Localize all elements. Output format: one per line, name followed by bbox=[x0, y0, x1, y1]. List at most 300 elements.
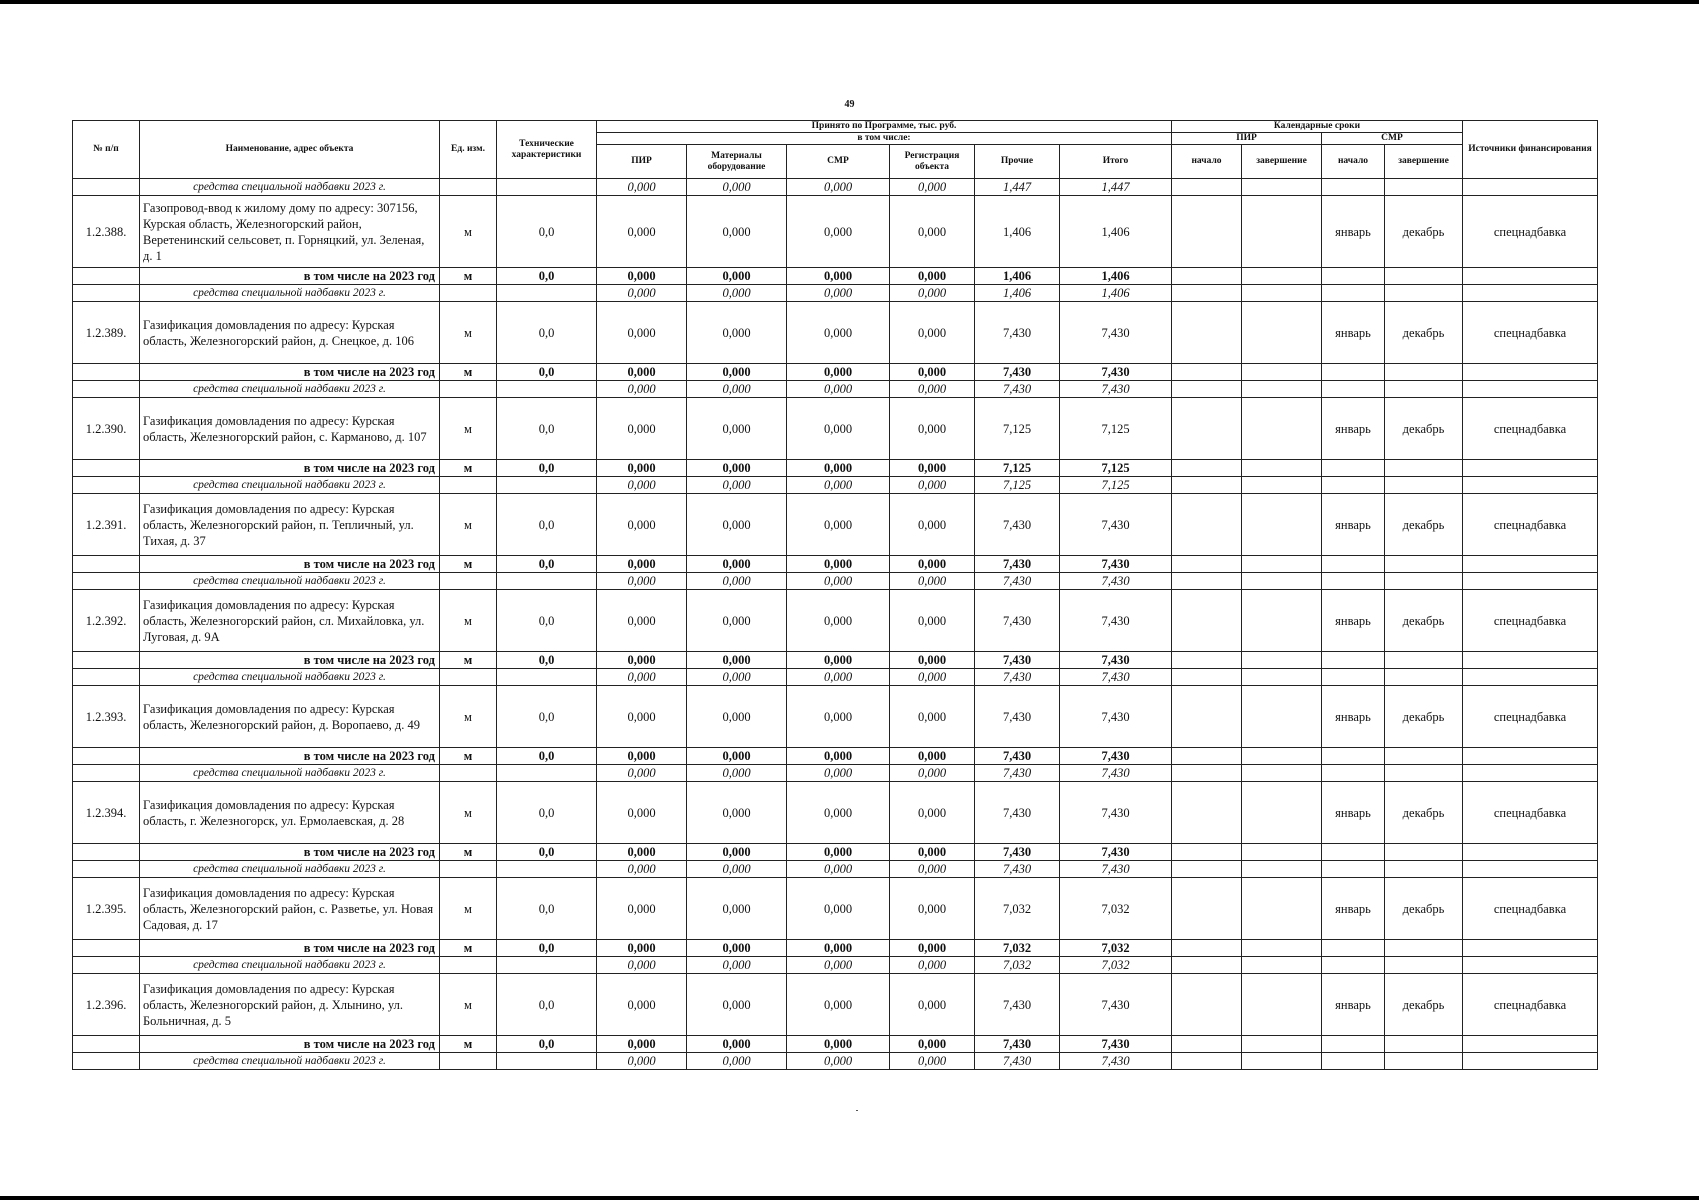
cell-empty bbox=[1242, 957, 1322, 974]
sub-pir: 0,000 bbox=[597, 748, 687, 765]
entry-other: 7,430 bbox=[975, 590, 1060, 652]
cell-empty bbox=[497, 957, 597, 974]
cell-empty bbox=[1322, 573, 1385, 590]
entry-smr: 0,000 bbox=[787, 196, 890, 268]
subtotal-row bbox=[73, 556, 1598, 573]
cell-empty bbox=[1322, 748, 1385, 765]
cell-empty bbox=[1242, 196, 1322, 268]
sub-other: 7,430 bbox=[975, 748, 1060, 765]
entry-unit: м bbox=[440, 302, 497, 364]
fund-pir: 0,000 bbox=[597, 381, 687, 398]
entry-other: 7,430 bbox=[975, 782, 1060, 844]
cell-empty bbox=[440, 1053, 497, 1070]
sub-unit: м bbox=[440, 652, 497, 669]
sub-unit: м bbox=[440, 940, 497, 957]
header-total: Итого bbox=[1060, 145, 1172, 179]
cell-empty bbox=[1172, 1053, 1242, 1070]
entry-end-smr: декабрь bbox=[1385, 974, 1463, 1036]
entry-tech: 0,0 bbox=[497, 590, 597, 652]
cell-empty bbox=[73, 844, 140, 861]
entry-smr: 0,000 bbox=[787, 878, 890, 940]
entry-smr: 0,000 bbox=[787, 782, 890, 844]
sub-tech: 0,0 bbox=[497, 1036, 597, 1053]
cell-empty bbox=[1463, 844, 1598, 861]
cell-empty bbox=[1242, 652, 1322, 669]
cell-empty bbox=[1463, 556, 1598, 573]
entry-tech: 0,0 bbox=[497, 196, 597, 268]
sub-registration: 0,000 bbox=[890, 1036, 975, 1053]
cell-empty bbox=[1322, 179, 1385, 196]
entry-num: 1.2.393. bbox=[73, 686, 140, 748]
cell-empty bbox=[497, 477, 597, 494]
cell-empty bbox=[497, 669, 597, 686]
entry-name: Газификация домовладения по адресу: Курская область, Железногорский район, с. Карманово, д. 107 bbox=[140, 398, 440, 460]
fund-total: 1,406 bbox=[1060, 285, 1172, 302]
subtotal-row bbox=[73, 940, 1598, 957]
fund-other: 7,430 bbox=[975, 381, 1060, 398]
fund-other: 7,032 bbox=[975, 957, 1060, 974]
fund-registration: 0,000 bbox=[890, 477, 975, 494]
cell-empty bbox=[73, 477, 140, 494]
cell-empty bbox=[1385, 179, 1463, 196]
cell-empty bbox=[1242, 1053, 1322, 1070]
sub-materials: 0,000 bbox=[687, 556, 787, 573]
fund-materials: 0,000 bbox=[687, 381, 787, 398]
fund-other: 7,430 bbox=[975, 669, 1060, 686]
cell-empty bbox=[1385, 748, 1463, 765]
entry-source: спецнадбавка bbox=[1463, 302, 1598, 364]
entry-other: 7,430 bbox=[975, 974, 1060, 1036]
cell-empty bbox=[1322, 861, 1385, 878]
fund-total: 1,447 bbox=[1060, 179, 1172, 196]
cell-empty bbox=[1242, 974, 1322, 1036]
sub-materials: 0,000 bbox=[687, 940, 787, 957]
sub-tech: 0,0 bbox=[497, 556, 597, 573]
cell-empty bbox=[1172, 878, 1242, 940]
entry-pir: 0,000 bbox=[597, 878, 687, 940]
cell-empty bbox=[73, 381, 140, 398]
header-start-pir: начало bbox=[1172, 145, 1242, 179]
sub-total: 1,406 bbox=[1060, 268, 1172, 285]
fund-materials: 0,000 bbox=[687, 957, 787, 974]
header-smr: СМР bbox=[787, 145, 890, 179]
cell-empty bbox=[73, 556, 140, 573]
cell-empty bbox=[1172, 364, 1242, 381]
entry-name: Газификация домовладения по адресу: Курская область, Железногорский район, сл. Михайловка, ул. Луговая, д. 9А bbox=[140, 590, 440, 652]
cell-empty bbox=[1242, 590, 1322, 652]
entry-unit: м bbox=[440, 686, 497, 748]
cell-empty bbox=[73, 748, 140, 765]
fund-registration: 0,000 bbox=[890, 765, 975, 782]
entry-pir: 0,000 bbox=[597, 974, 687, 1036]
cell-empty bbox=[1385, 957, 1463, 974]
cell-empty bbox=[73, 957, 140, 974]
sub-pir: 0,000 bbox=[597, 556, 687, 573]
sub-total: 7,430 bbox=[1060, 364, 1172, 381]
fund-smr: 0,000 bbox=[787, 285, 890, 302]
cell-empty bbox=[73, 268, 140, 285]
entry-materials: 0,000 bbox=[687, 590, 787, 652]
cell-empty bbox=[1463, 765, 1598, 782]
fund-label: средства специальной надбавки 2023 г. bbox=[140, 1053, 440, 1070]
entry-unit: м bbox=[440, 196, 497, 268]
entry-row bbox=[73, 302, 1598, 364]
cell-empty bbox=[73, 1053, 140, 1070]
cell-empty bbox=[1463, 573, 1598, 590]
fund-pir: 0,000 bbox=[597, 861, 687, 878]
entry-start-smr: январь bbox=[1322, 974, 1385, 1036]
entry-num: 1.2.392. bbox=[73, 590, 140, 652]
cell-empty bbox=[1385, 940, 1463, 957]
entry-start-smr: январь bbox=[1322, 782, 1385, 844]
entry-start-smr: январь bbox=[1322, 398, 1385, 460]
entry-source: спецнадбавка bbox=[1463, 878, 1598, 940]
entry-total: 7,430 bbox=[1060, 302, 1172, 364]
entry-total: 7,125 bbox=[1060, 398, 1172, 460]
cell-empty bbox=[1242, 302, 1322, 364]
entry-registration: 0,000 bbox=[890, 494, 975, 556]
entry-name: Газификация домовладения по адресу: Курская область, Железногорский район, д. Хлынино, ул. Больничная, д. 5 bbox=[140, 974, 440, 1036]
cell-empty bbox=[1385, 1036, 1463, 1053]
fund-other: 1,406 bbox=[975, 285, 1060, 302]
cell-empty bbox=[1463, 364, 1598, 381]
fund-label: средства специальной надбавки 2023 г. bbox=[140, 765, 440, 782]
cell-empty bbox=[1385, 669, 1463, 686]
entry-other: 1,406 bbox=[975, 196, 1060, 268]
sub-smr: 0,000 bbox=[787, 844, 890, 861]
cell-empty bbox=[1385, 573, 1463, 590]
entry-total: 7,430 bbox=[1060, 494, 1172, 556]
cell-empty bbox=[1172, 669, 1242, 686]
cell-empty bbox=[1172, 573, 1242, 590]
fund-smr: 0,000 bbox=[787, 179, 890, 196]
cell-empty bbox=[1322, 556, 1385, 573]
entry-end-smr: декабрь bbox=[1385, 398, 1463, 460]
cell-empty bbox=[1463, 1036, 1598, 1053]
sub-total: 7,125 bbox=[1060, 460, 1172, 477]
fund-materials: 0,000 bbox=[687, 669, 787, 686]
cell-empty bbox=[1242, 477, 1322, 494]
entry-other: 7,430 bbox=[975, 302, 1060, 364]
cell-empty bbox=[1463, 940, 1598, 957]
sub-tech: 0,0 bbox=[497, 268, 597, 285]
entry-name: Газификация домовладения по адресу: Курская область, г. Железногорск, ул. Ермолаевская, д. 28 bbox=[140, 782, 440, 844]
entry-start-smr: январь bbox=[1322, 590, 1385, 652]
cell-empty bbox=[1242, 179, 1322, 196]
fund-label: средства специальной надбавки 2023 г. bbox=[140, 957, 440, 974]
entry-end-smr: декабрь bbox=[1385, 782, 1463, 844]
entry-pir: 0,000 bbox=[597, 590, 687, 652]
sub-tech: 0,0 bbox=[497, 652, 597, 669]
cell-empty bbox=[1242, 268, 1322, 285]
cell-empty bbox=[1385, 556, 1463, 573]
cell-empty bbox=[1242, 381, 1322, 398]
sub-total: 7,430 bbox=[1060, 844, 1172, 861]
sub-pir: 0,000 bbox=[597, 652, 687, 669]
entry-name: Газопровод-ввод к жилому дому по адресу: 307156, Курская область, Железногорский район, Веретенинский сельсовет, п. Горняцкий, ул. Зеленая, д. 1 bbox=[140, 196, 440, 268]
sub-label: в том числе на 2023 год bbox=[140, 940, 440, 957]
cell-empty bbox=[1463, 268, 1598, 285]
fund-smr: 0,000 bbox=[787, 957, 890, 974]
entry-pir: 0,000 bbox=[597, 686, 687, 748]
cell-empty bbox=[1322, 285, 1385, 302]
entry-registration: 0,000 bbox=[890, 878, 975, 940]
sub-label: в том числе на 2023 год bbox=[140, 844, 440, 861]
cell-empty bbox=[1322, 652, 1385, 669]
entry-name: Газификация домовладения по адресу: Курская область, Железногорский район, п. Тепличный, ул. Тихая, д. 37 bbox=[140, 494, 440, 556]
subtotal-row bbox=[73, 268, 1598, 285]
sub-unit: м bbox=[440, 460, 497, 477]
sub-registration: 0,000 bbox=[890, 940, 975, 957]
fund-total: 7,032 bbox=[1060, 957, 1172, 974]
entry-row bbox=[73, 686, 1598, 748]
entry-num: 1.2.394. bbox=[73, 782, 140, 844]
fund-registration: 0,000 bbox=[890, 573, 975, 590]
cell-empty bbox=[1463, 748, 1598, 765]
fund-pir: 0,000 bbox=[597, 477, 687, 494]
entry-row bbox=[73, 974, 1598, 1036]
cell-empty bbox=[1242, 686, 1322, 748]
cell-empty bbox=[440, 179, 497, 196]
fund-materials: 0,000 bbox=[687, 477, 787, 494]
entry-end-smr: декабрь bbox=[1385, 302, 1463, 364]
entry-source: спецнадбавка bbox=[1463, 590, 1598, 652]
entry-source: спецнадбавка bbox=[1463, 686, 1598, 748]
sub-registration: 0,000 bbox=[890, 748, 975, 765]
cell-empty bbox=[1385, 477, 1463, 494]
sub-tech: 0,0 bbox=[497, 844, 597, 861]
entry-end-smr: декабрь bbox=[1385, 590, 1463, 652]
sub-label: в том числе на 2023 год bbox=[140, 748, 440, 765]
fund-smr: 0,000 bbox=[787, 477, 890, 494]
fund-total: 7,430 bbox=[1060, 1053, 1172, 1070]
entry-end-smr: декабрь bbox=[1385, 494, 1463, 556]
sub-total: 7,430 bbox=[1060, 748, 1172, 765]
cell-empty bbox=[1385, 285, 1463, 302]
entry-start-smr: январь bbox=[1322, 196, 1385, 268]
entry-materials: 0,000 bbox=[687, 494, 787, 556]
fund-registration: 0,000 bbox=[890, 179, 975, 196]
cell-empty bbox=[1463, 460, 1598, 477]
page-number: 49 bbox=[844, 99, 855, 110]
header-materials: Материалы оборудование bbox=[687, 145, 787, 179]
sub-pir: 0,000 bbox=[597, 1036, 687, 1053]
sub-other: 7,430 bbox=[975, 844, 1060, 861]
header-registration: Регистрация объекта bbox=[890, 145, 975, 179]
cell-empty bbox=[1242, 364, 1322, 381]
entry-registration: 0,000 bbox=[890, 196, 975, 268]
sub-label: в том числе на 2023 год bbox=[140, 460, 440, 477]
entry-name: Газификация домовладения по адресу: Курская область, Железногорский район, с. Разветье, ул. Новая Садовая, д. 17 bbox=[140, 878, 440, 940]
cell-empty bbox=[497, 1053, 597, 1070]
entry-registration: 0,000 bbox=[890, 782, 975, 844]
cell-empty bbox=[1242, 285, 1322, 302]
entry-row bbox=[73, 196, 1598, 268]
entry-start-smr: январь bbox=[1322, 302, 1385, 364]
cell-empty bbox=[1463, 179, 1598, 196]
entry-tech: 0,0 bbox=[497, 782, 597, 844]
cell-empty bbox=[1322, 940, 1385, 957]
fund-label: средства специальной надбавки 2023 г. bbox=[140, 477, 440, 494]
cell-empty bbox=[1463, 285, 1598, 302]
fund-materials: 0,000 bbox=[687, 179, 787, 196]
cell-empty bbox=[1322, 381, 1385, 398]
entry-materials: 0,000 bbox=[687, 782, 787, 844]
sub-smr: 0,000 bbox=[787, 556, 890, 573]
cell-empty bbox=[1463, 477, 1598, 494]
fund-label: средства специальной надбавки 2023 г. bbox=[140, 179, 440, 196]
cell-empty bbox=[73, 861, 140, 878]
cell-empty bbox=[73, 364, 140, 381]
sub-smr: 0,000 bbox=[787, 1036, 890, 1053]
cell-empty bbox=[1172, 844, 1242, 861]
cell-empty bbox=[440, 669, 497, 686]
sub-total: 7,430 bbox=[1060, 652, 1172, 669]
sub-registration: 0,000 bbox=[890, 364, 975, 381]
cell-empty bbox=[1242, 940, 1322, 957]
cell-empty bbox=[1385, 460, 1463, 477]
entry-end-smr: декабрь bbox=[1385, 686, 1463, 748]
cell-empty bbox=[1172, 268, 1242, 285]
sub-label: в том числе на 2023 год bbox=[140, 268, 440, 285]
sub-unit: м bbox=[440, 268, 497, 285]
sub-tech: 0,0 bbox=[497, 940, 597, 957]
header-end-smr: завершение bbox=[1385, 145, 1463, 179]
cell-empty bbox=[1385, 364, 1463, 381]
entry-row bbox=[73, 878, 1598, 940]
cell-empty bbox=[1172, 590, 1242, 652]
subtotal-row bbox=[73, 1036, 1598, 1053]
cell-empty bbox=[1172, 477, 1242, 494]
sub-materials: 0,000 bbox=[687, 652, 787, 669]
entry-total: 7,032 bbox=[1060, 878, 1172, 940]
cell-empty bbox=[440, 861, 497, 878]
cell-empty bbox=[1242, 573, 1322, 590]
fund-registration: 0,000 bbox=[890, 381, 975, 398]
entry-num: 1.2.395. bbox=[73, 878, 140, 940]
cell-empty bbox=[1322, 1053, 1385, 1070]
entry-other: 7,430 bbox=[975, 494, 1060, 556]
entry-num: 1.2.389. bbox=[73, 302, 140, 364]
sub-smr: 0,000 bbox=[787, 268, 890, 285]
cell-empty bbox=[497, 573, 597, 590]
cell-empty bbox=[440, 573, 497, 590]
fund-total: 7,430 bbox=[1060, 669, 1172, 686]
entry-materials: 0,000 bbox=[687, 398, 787, 460]
cell-empty bbox=[1172, 861, 1242, 878]
cell-empty bbox=[1463, 861, 1598, 878]
sub-other: 1,406 bbox=[975, 268, 1060, 285]
fund-other: 7,430 bbox=[975, 765, 1060, 782]
sub-other: 7,430 bbox=[975, 1036, 1060, 1053]
sub-other: 7,430 bbox=[975, 652, 1060, 669]
entry-total: 7,430 bbox=[1060, 974, 1172, 1036]
header-tech: Технические характеристики bbox=[497, 121, 597, 179]
fund-registration: 0,000 bbox=[890, 1053, 975, 1070]
entry-smr: 0,000 bbox=[787, 494, 890, 556]
fund-registration: 0,000 bbox=[890, 957, 975, 974]
cell-empty bbox=[1172, 957, 1242, 974]
header-sources: Источники финансирования bbox=[1463, 121, 1598, 179]
sub-smr: 0,000 bbox=[787, 748, 890, 765]
sub-materials: 0,000 bbox=[687, 844, 787, 861]
fund-smr: 0,000 bbox=[787, 669, 890, 686]
cell-empty bbox=[1172, 179, 1242, 196]
cell-empty bbox=[1242, 748, 1322, 765]
sub-materials: 0,000 bbox=[687, 268, 787, 285]
header-name: Наименование, адрес объекта bbox=[140, 121, 440, 179]
cell-empty bbox=[1463, 957, 1598, 974]
subtotal-row bbox=[73, 844, 1598, 861]
cell-empty bbox=[1242, 861, 1322, 878]
entry-materials: 0,000 bbox=[687, 878, 787, 940]
sub-tech: 0,0 bbox=[497, 460, 597, 477]
cell-empty bbox=[440, 285, 497, 302]
cell-empty bbox=[1242, 460, 1322, 477]
sub-label: в том числе на 2023 год bbox=[140, 1036, 440, 1053]
cell-empty bbox=[1172, 398, 1242, 460]
cell-empty bbox=[73, 285, 140, 302]
sub-total: 7,032 bbox=[1060, 940, 1172, 957]
sub-registration: 0,000 bbox=[890, 652, 975, 669]
cell-empty bbox=[497, 285, 597, 302]
entry-row bbox=[73, 494, 1598, 556]
entry-registration: 0,000 bbox=[890, 686, 975, 748]
entry-source: спецнадбавка bbox=[1463, 974, 1598, 1036]
cell-empty bbox=[1385, 1053, 1463, 1070]
cell-empty bbox=[1322, 957, 1385, 974]
entry-tech: 0,0 bbox=[497, 686, 597, 748]
sub-pir: 0,000 bbox=[597, 268, 687, 285]
fund-other: 7,430 bbox=[975, 861, 1060, 878]
cell-empty bbox=[1385, 268, 1463, 285]
fund-pir: 0,000 bbox=[597, 765, 687, 782]
fund-row bbox=[73, 477, 1598, 494]
cell-empty bbox=[440, 957, 497, 974]
cell-empty bbox=[1172, 381, 1242, 398]
cell-empty bbox=[1242, 494, 1322, 556]
fund-smr: 0,000 bbox=[787, 573, 890, 590]
entry-name: Газификация домовладения по адресу: Курская область, Железногорский район, д. Воропаево, д. 49 bbox=[140, 686, 440, 748]
cell-empty bbox=[1172, 285, 1242, 302]
entry-start-smr: январь bbox=[1322, 878, 1385, 940]
fund-materials: 0,000 bbox=[687, 285, 787, 302]
fund-label: средства специальной надбавки 2023 г. bbox=[140, 861, 440, 878]
entry-start-smr: январь bbox=[1322, 494, 1385, 556]
table-body bbox=[73, 179, 1598, 1070]
sub-unit: м bbox=[440, 556, 497, 573]
entry-registration: 0,000 bbox=[890, 974, 975, 1036]
cell-empty bbox=[440, 381, 497, 398]
cell-empty bbox=[1242, 878, 1322, 940]
cell-empty bbox=[73, 652, 140, 669]
entry-registration: 0,000 bbox=[890, 398, 975, 460]
fund-pir: 0,000 bbox=[597, 179, 687, 196]
fund-row bbox=[73, 765, 1598, 782]
cell-empty bbox=[1385, 861, 1463, 878]
entry-unit: м bbox=[440, 590, 497, 652]
fund-smr: 0,000 bbox=[787, 381, 890, 398]
cell-empty bbox=[1385, 844, 1463, 861]
cell-empty bbox=[73, 573, 140, 590]
header-num: № п/п bbox=[73, 121, 140, 179]
entry-source: спецнадбавка bbox=[1463, 494, 1598, 556]
fund-registration: 0,000 bbox=[890, 285, 975, 302]
cell-empty bbox=[73, 1036, 140, 1053]
header-calendar-group: Календарные сроки bbox=[1172, 121, 1463, 133]
fund-label: средства специальной надбавки 2023 г. bbox=[140, 669, 440, 686]
entry-tech: 0,0 bbox=[497, 974, 597, 1036]
